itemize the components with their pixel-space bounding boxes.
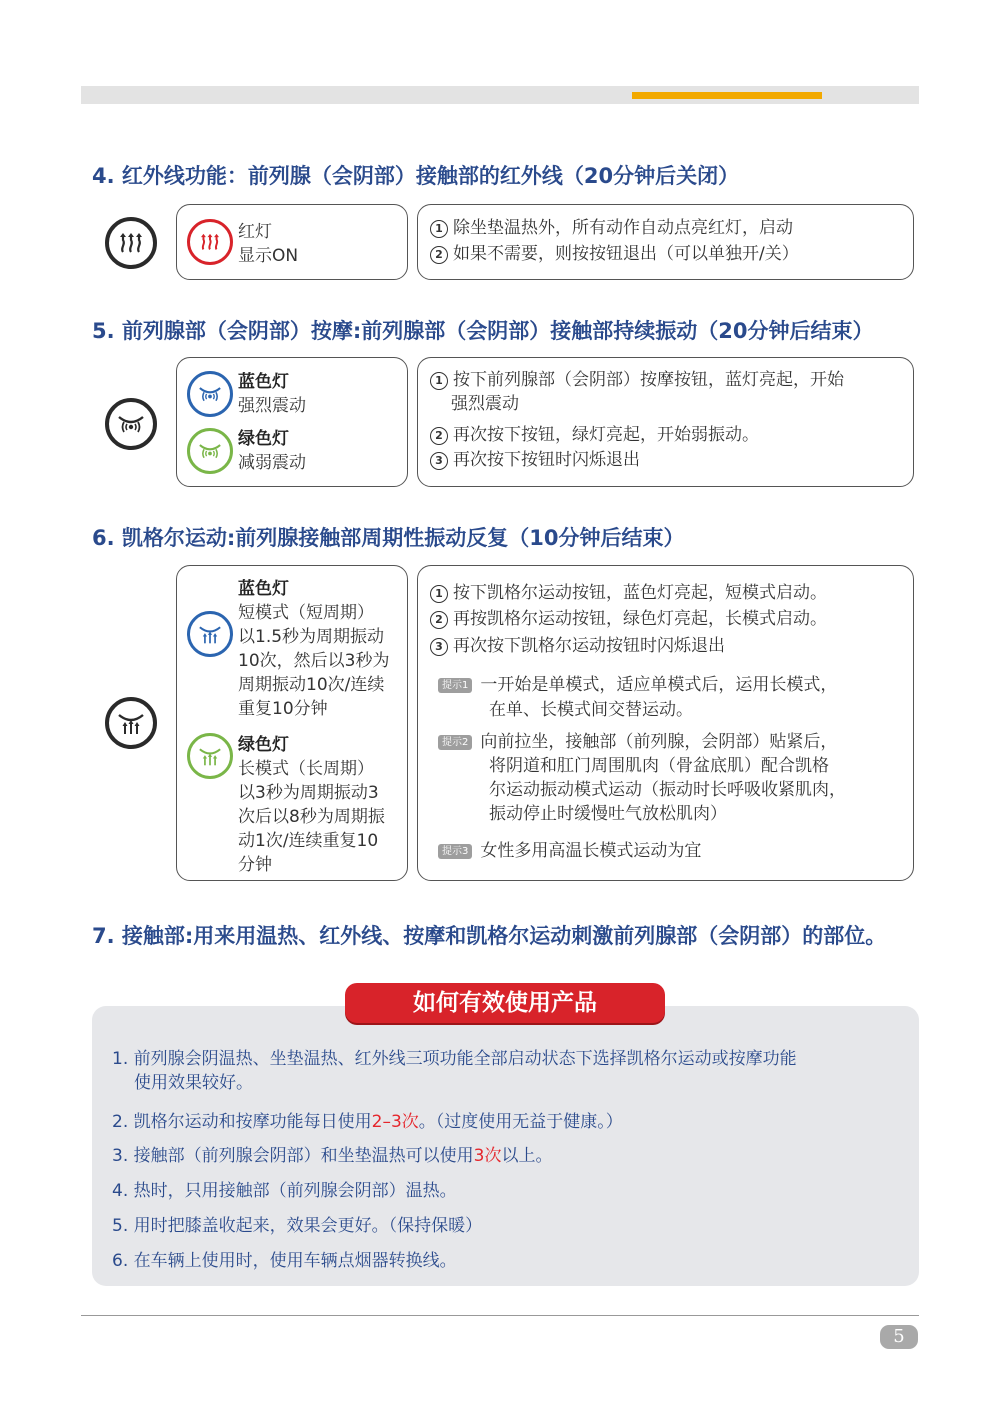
section-5-line-3: 3 再次按下按钮时闪烁退出 bbox=[430, 448, 640, 473]
number-2-icon: 2 bbox=[430, 246, 448, 264]
usage-item-1-cont: 使用效果较好。 bbox=[134, 1073, 253, 1093]
tip-2-cont-1: 将阴道和肛门周围肌肉（骨盆底肌）配合凯格 bbox=[489, 756, 829, 776]
header-bar-accent bbox=[632, 92, 822, 99]
section-4-line-2: 2 如果不需要，则按按钮退出（可以单独开/关） bbox=[430, 242, 799, 267]
number-1-icon: 1 bbox=[430, 220, 448, 238]
kegel-green-text-4: 动1次/连续重复10 bbox=[238, 831, 379, 851]
kegel-blue-text-4: 周期振动10次/连续 bbox=[238, 675, 385, 695]
section-6-line-3: 3 再次按下凯格尔运动按钮时闪烁退出 bbox=[430, 634, 725, 659]
usage-item-1: 1. 前列腺会阴温热、坐垫温热、红外线三项功能全部启动状态下选择凯格尔运动或按摩功能 bbox=[112, 1049, 797, 1069]
number-2-icon: 2 bbox=[430, 611, 448, 629]
tip-2-badge: 提示2 bbox=[438, 735, 472, 750]
tip-2-cont-3: 振动停止时缓慢吐气放松肌肉） bbox=[489, 804, 727, 824]
kegel-green-text-5: 分钟 bbox=[238, 855, 272, 875]
section-6-line-2: 2 再按凯格尔运动按钮，绿色灯亮起，长模式启动。 bbox=[430, 607, 827, 632]
blue-light-label: 蓝色灯 bbox=[238, 372, 289, 392]
kegel-green-text-2: 以3秒为周期振动3 bbox=[238, 783, 379, 803]
section-7-heading: 7. 接触部:用来用温热、红外线、按摩和凯格尔运动刺激前列腺部（会阴部）的部位。 bbox=[92, 924, 887, 948]
kegel-green-text-1: 长模式（长周期） bbox=[238, 759, 374, 779]
usage-title: 如何有效使用产品 bbox=[345, 983, 665, 1023]
section-5-line-1: 1 按下前列腺部（会阴部）按摩按钮，蓝灯亮起，开始 bbox=[430, 368, 844, 393]
page-number: 5 bbox=[880, 1325, 918, 1349]
kegel-blue-text-5: 重复10分钟 bbox=[238, 699, 328, 719]
section-6-line-1: 1 按下凯格尔运动按钮，蓝色灯亮起，短模式启动。 bbox=[430, 581, 827, 606]
tip-1: 提示1 一开始是单模式，适应单模式后，运用长模式， bbox=[438, 673, 837, 698]
kegel-blue-label: 蓝色灯 bbox=[238, 579, 289, 599]
tip-2: 提示2 向前拉坐，接触部（前列腺，会阴部）贴紧后， bbox=[438, 730, 837, 755]
usage-item-2: 2. 凯格尔运动和按摩功能每日使用2–3次。（过度使用无益于健康。） bbox=[112, 1112, 623, 1132]
kegel-blue-text-1: 短模式（短周期） bbox=[238, 603, 374, 623]
number-3-icon: 3 bbox=[430, 452, 448, 470]
kegel-green-label: 绿色灯 bbox=[238, 735, 289, 755]
green-light-label: 绿色灯 bbox=[238, 429, 289, 449]
red-light-label: 红灯 bbox=[238, 222, 272, 242]
red-light-icon bbox=[187, 219, 233, 265]
tip-2-cont-2: 尔运动振动模式运动（振动时长呼吸收紧肌肉， bbox=[489, 780, 846, 800]
footer-line bbox=[81, 1315, 919, 1316]
green-light-desc: 减弱震动 bbox=[238, 453, 306, 473]
section-5-line-1-cont: 强烈震动 bbox=[451, 394, 519, 414]
section-6-heading: 6. 凯格尔运动:前列腺接触部周期性振动反复（10分钟后结束） bbox=[92, 526, 685, 550]
green-light-icon bbox=[187, 428, 233, 474]
red-light-status: 显示ON bbox=[238, 246, 299, 266]
kegel-blue-text-3: 10次，然后以3秒为 bbox=[238, 651, 390, 671]
tip-1-badge: 提示1 bbox=[438, 678, 472, 693]
infrared-icon bbox=[105, 217, 157, 269]
tip-3: 提示3 女性多用高温长模式运动为宜 bbox=[438, 839, 701, 864]
number-3-icon: 3 bbox=[430, 638, 448, 656]
green-light-icon bbox=[187, 733, 233, 779]
section-5-heading: 5. 前列腺部（会阴部）按摩:前列腺部（会阴部）接触部持续振动（20分钟后结束） bbox=[92, 319, 874, 343]
kegel-icon bbox=[105, 697, 157, 749]
section-4-heading: 4. 红外线功能：前列腺（会阴部）接触部的红外线（20分钟后关闭） bbox=[92, 164, 740, 188]
tip-1-cont: 在单、长模式间交替运动。 bbox=[489, 700, 693, 720]
usage-item-3: 3. 接触部（前列腺会阴部）和坐垫温热可以使用3次以上。 bbox=[112, 1146, 553, 1166]
section-4-line-1: 1 除坐垫温热外，所有动作自动点亮红灯，启动 bbox=[430, 216, 793, 241]
usage-item-6: 6. 在车辆上使用时，使用车辆点烟器转换线。 bbox=[112, 1251, 457, 1271]
section-5-line-2: 2 再次按下按钮，绿灯亮起，开始弱振动。 bbox=[430, 423, 759, 448]
number-2-icon: 2 bbox=[430, 427, 448, 445]
number-1-icon: 1 bbox=[430, 372, 448, 390]
kegel-green-text-3: 次后以8秒为周期振 bbox=[238, 807, 385, 827]
usage-item-4: 4. 热时，只用接触部（前列腺会阴部）温热。 bbox=[112, 1181, 457, 1201]
blue-light-desc: 强烈震动 bbox=[238, 396, 306, 416]
tip-3-badge: 提示3 bbox=[438, 844, 472, 859]
usage-item-5: 5. 用时把膝盖收起来，效果会更好。（保持保暖） bbox=[112, 1216, 483, 1236]
massage-icon bbox=[105, 398, 157, 450]
blue-light-icon bbox=[187, 371, 233, 417]
kegel-blue-text-2: 以1.5秒为周期振动 bbox=[238, 627, 385, 647]
number-1-icon: 1 bbox=[430, 585, 448, 603]
blue-light-icon bbox=[187, 611, 233, 657]
